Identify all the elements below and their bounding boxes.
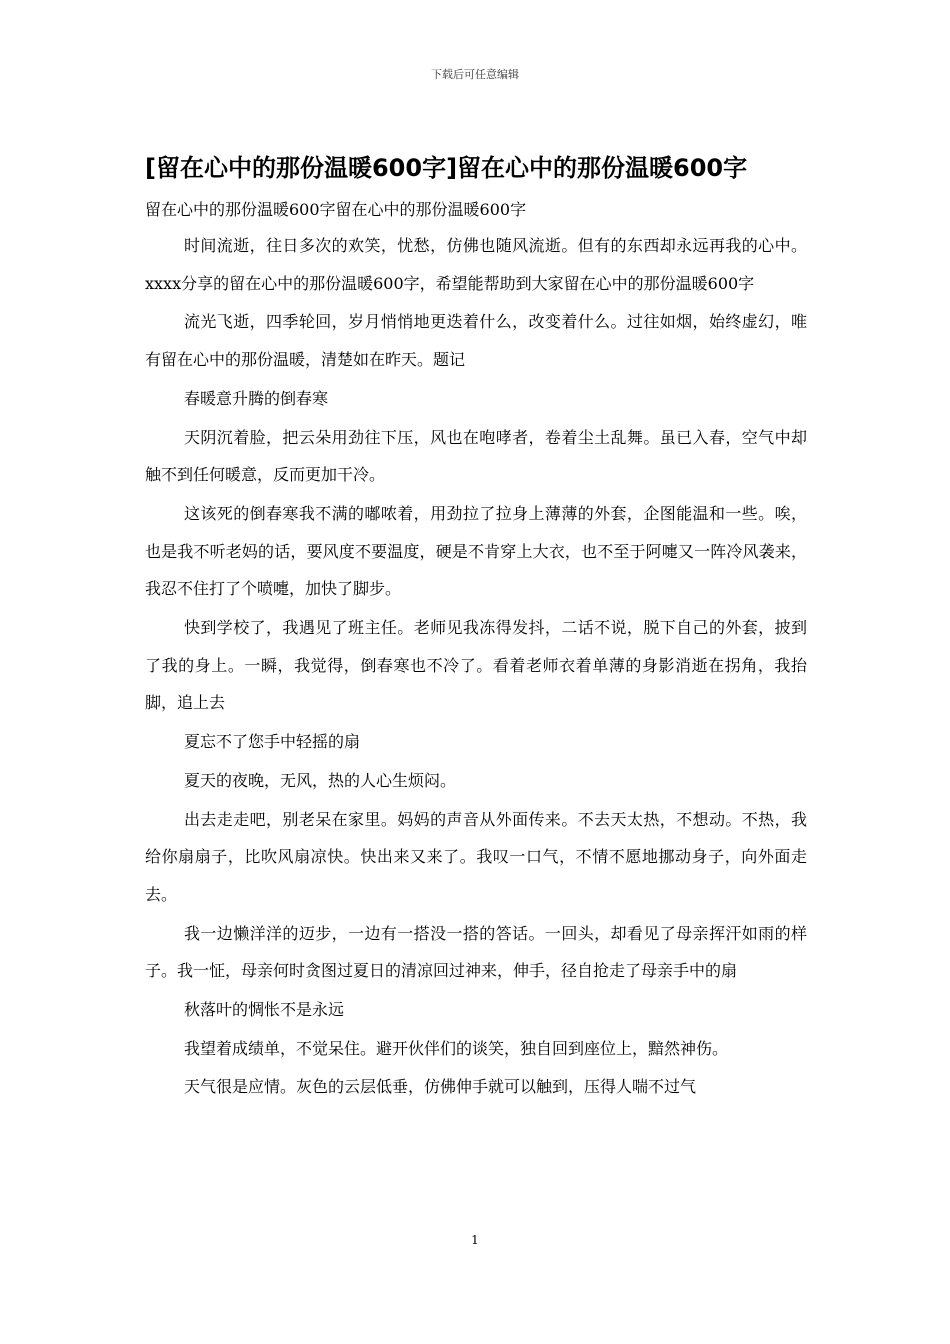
section-heading-autumn: 秋落叶的惆怅不是永远 [184, 1000, 345, 1020]
document-subtitle: 留在心中的那份温暖600字留在心中的那份温暖600字 [145, 200, 527, 219]
paragraph: 夏天的夜晚，无风，热的人心生烦闷。 [184, 770, 457, 790]
paragraph-epigraph: 流光飞逝，四季轮回，岁月悄悄地更迭着什么，改变着什么。过往如烟，始终虚幻，唯有留在心中的那份温暖，清楚如在昨天。题记 [145, 312, 807, 370]
section-heading-summer: 夏忘不了您手中轻摇的扇 [184, 732, 361, 752]
paragraph: 天气很是应情。灰色的云层低垂，仿佛伸手就可以触到，压得人喘不过气 [184, 1077, 697, 1097]
paragraph: 我望着成绩单，不觉呆住。避开伙伴们的谈笑，独自回到座位上，黯然神伤。 [184, 1038, 729, 1058]
paragraph: 天阴沉着脸，把云朵用劲往下压，风也在咆哮者，卷着尘土乱舞。虽已入春，空气中却触不到任何暖意，反而更加干冷。 [145, 427, 807, 485]
paragraph: 快到学校了，我遇见了班主任。老师见我冻得发抖，二话不说，脱下自己的外套，披到了我的身上。一瞬，我觉得，倒春寒也不冷了。看着老师衣着单薄的身影消逝在拐角，我抬脚，追上去 [145, 618, 807, 713]
paragraph: 出去走走吧，别老呆在家里。妈妈的声音从外面传来。不去天太热，不想动。不热，我给你扇扇子，比吹风扇凉快。快出来又来了。我叹一口气，不情不愿地挪动身子，向外面走去。 [145, 809, 807, 904]
paragraph-intro: 时间流逝，往日多次的欢笑，忧愁，仿佛也随风流逝。但有的东西却永远再我的心中。xxxx分享的留在心中的那份温暖600字，希望能帮助到大家留在心中的那份温暖600字 [145, 236, 807, 293]
document-body [145, 150, 807, 1107]
paragraph: 这该死的倒春寒我不满的嘟哝着，用劲拉了拉身上薄薄的外套，企图能温和一些。唉，也是我不听老妈的话，要风度不要温度，硬是不肯穿上大衣，也不至于阿嚏又一阵冷风袭来，我忍不住打了个喷嚏，加快了脚步。 [145, 503, 807, 599]
section-heading-spring: 春暖意升腾的倒春寒 [184, 388, 329, 408]
document-title: [留在心中的那份温暖600字]留在心中的那份温暖600字 [145, 154, 748, 182]
page-number: 1 [471, 1233, 479, 1247]
paragraph: 我一边懒洋洋的迈步，一边有一搭没一搭的答话。一回头，却看见了母亲挥汗如雨的样子。我一怔，母亲何时贪图过夏日的清凉回过神来，伸手，径自抢走了母亲手中的扇 [145, 923, 807, 981]
page-header-note: 下载后可任意编辑 [431, 68, 519, 81]
